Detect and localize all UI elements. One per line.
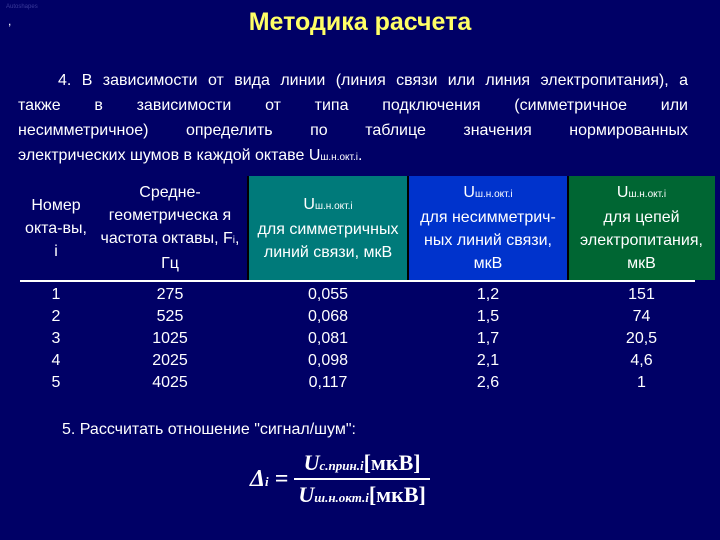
header-power-text: для цепей электропитания, мкВ <box>580 209 703 272</box>
formula-equals: = <box>274 465 289 492</box>
header-asymmetric-u-sub: ш.н.окт.i <box>474 189 513 200</box>
header-asymmetric-u <box>463 181 512 206</box>
cell-power: 74 <box>632 308 651 325</box>
formula-fraction-bar <box>294 478 430 480</box>
table-row <box>20 284 695 306</box>
para-line-4-sub: ш.н.окт.i <box>320 152 358 163</box>
header-symmetric-u <box>303 193 352 218</box>
slide-title: Методика расчета <box>248 8 472 36</box>
step4-paragraph <box>18 68 688 170</box>
cell-symmetric: 0,055 <box>307 286 349 303</box>
table-row <box>20 372 695 394</box>
header-frequency-sub: i <box>232 235 235 246</box>
noise-table <box>20 176 703 394</box>
formula-numerator <box>300 450 425 476</box>
cell-octave: 5 <box>51 374 61 391</box>
header-divider <box>407 176 409 282</box>
para-line-4-post: . <box>358 147 363 164</box>
formula-lhs <box>250 466 269 493</box>
corner-mark: , <box>8 14 12 28</box>
formula-den-unit: [мкВ] <box>368 482 426 507</box>
table-row <box>20 350 695 372</box>
snr-formula <box>250 450 430 508</box>
table-header <box>20 176 703 284</box>
table-row <box>20 328 695 350</box>
cell-symmetric: 0,081 <box>307 330 349 347</box>
cell-frequency: 2025 <box>152 352 188 369</box>
table-body <box>20 284 695 394</box>
header-octave-text: Номер окта-вы, i <box>25 196 87 260</box>
header-divider <box>567 176 569 282</box>
formula-num-sub: с.прин.i <box>319 458 364 473</box>
cell-octave: 3 <box>51 330 61 347</box>
header-symmetric-u-main: U <box>303 195 315 213</box>
formula-denominator <box>294 482 430 508</box>
header-frequency <box>92 176 248 280</box>
formula-num-unit: [мкВ] <box>363 450 421 475</box>
cell-frequency: 1025 <box>152 330 188 347</box>
header-power-u <box>617 181 666 206</box>
para-line-2: также в зависимости от типа подключения (симметричное или <box>18 97 688 114</box>
cell-power: 20,5 <box>625 330 658 347</box>
cell-power: 4,6 <box>630 352 653 369</box>
header-divider <box>247 176 249 282</box>
para-line-4-text: электрических шумов в каждой октаве U <box>18 147 321 164</box>
cell-octave: 4 <box>51 352 61 369</box>
cell-symmetric: 0,117 <box>308 374 348 391</box>
header-symmetric-text: для симметричных линий связи, мкВ <box>257 220 399 261</box>
formula-den-sub: ш.н.окт.i <box>314 490 369 505</box>
formula-delta: Δ <box>250 465 266 492</box>
formula-delta-sub: i <box>265 473 269 489</box>
cell-octave: 1 <box>51 286 61 303</box>
para-line-3: несимметричное) определить по таблице значения нормированных <box>18 122 688 139</box>
cell-asymmetric: 1,7 <box>476 330 500 347</box>
cell-power: 151 <box>628 286 655 303</box>
cell-power: 1 <box>637 374 646 391</box>
header-power <box>568 176 715 280</box>
formula-fraction <box>294 450 430 508</box>
formula-den-u: U <box>298 482 315 507</box>
corner-faint-text: Autoshapes <box>6 4 38 10</box>
cell-asymmetric: 2,1 <box>476 352 500 369</box>
cell-symmetric: 0,098 <box>307 352 349 369</box>
cell-asymmetric: 1,2 <box>476 286 500 303</box>
cell-asymmetric: 1,5 <box>476 308 500 325</box>
table-row <box>20 306 695 328</box>
header-frequency-tail: , Гц <box>161 230 240 272</box>
header-frequency-text <box>95 181 245 275</box>
header-asymmetric-u-main: U <box>463 184 475 201</box>
header-frequency-main: Средне-геометрическа я частота октавы, F <box>100 184 233 247</box>
header-rule <box>20 280 695 282</box>
cell-asymmetric: 2,6 <box>476 374 500 391</box>
formula-num-u: U <box>303 450 320 475</box>
step5-text: 5. Рассчитать отношение "сигнал/шум": <box>62 421 356 438</box>
header-asymmetric <box>408 176 568 280</box>
header-symmetric <box>248 176 408 280</box>
cell-octave: 2 <box>51 308 61 325</box>
header-symmetric-u-sub: ш.н.окт.i <box>314 200 353 212</box>
cell-frequency: 525 <box>156 308 184 325</box>
header-octave <box>20 176 92 280</box>
para-line-4 <box>18 143 688 170</box>
cell-frequency: 275 <box>156 286 184 303</box>
cell-frequency: 4025 <box>152 374 188 391</box>
header-asymmetric-text: для несимметрич-ных линий связи, мкВ <box>420 209 556 272</box>
cell-symmetric: 0,068 <box>307 308 349 325</box>
header-power-u-sub: ш.н.окт.i <box>628 189 667 200</box>
header-power-u-main: U <box>616 184 629 201</box>
para-line-1: 4. В зависимости от вида линии (линия связи или линия электропитания), а <box>58 72 688 89</box>
